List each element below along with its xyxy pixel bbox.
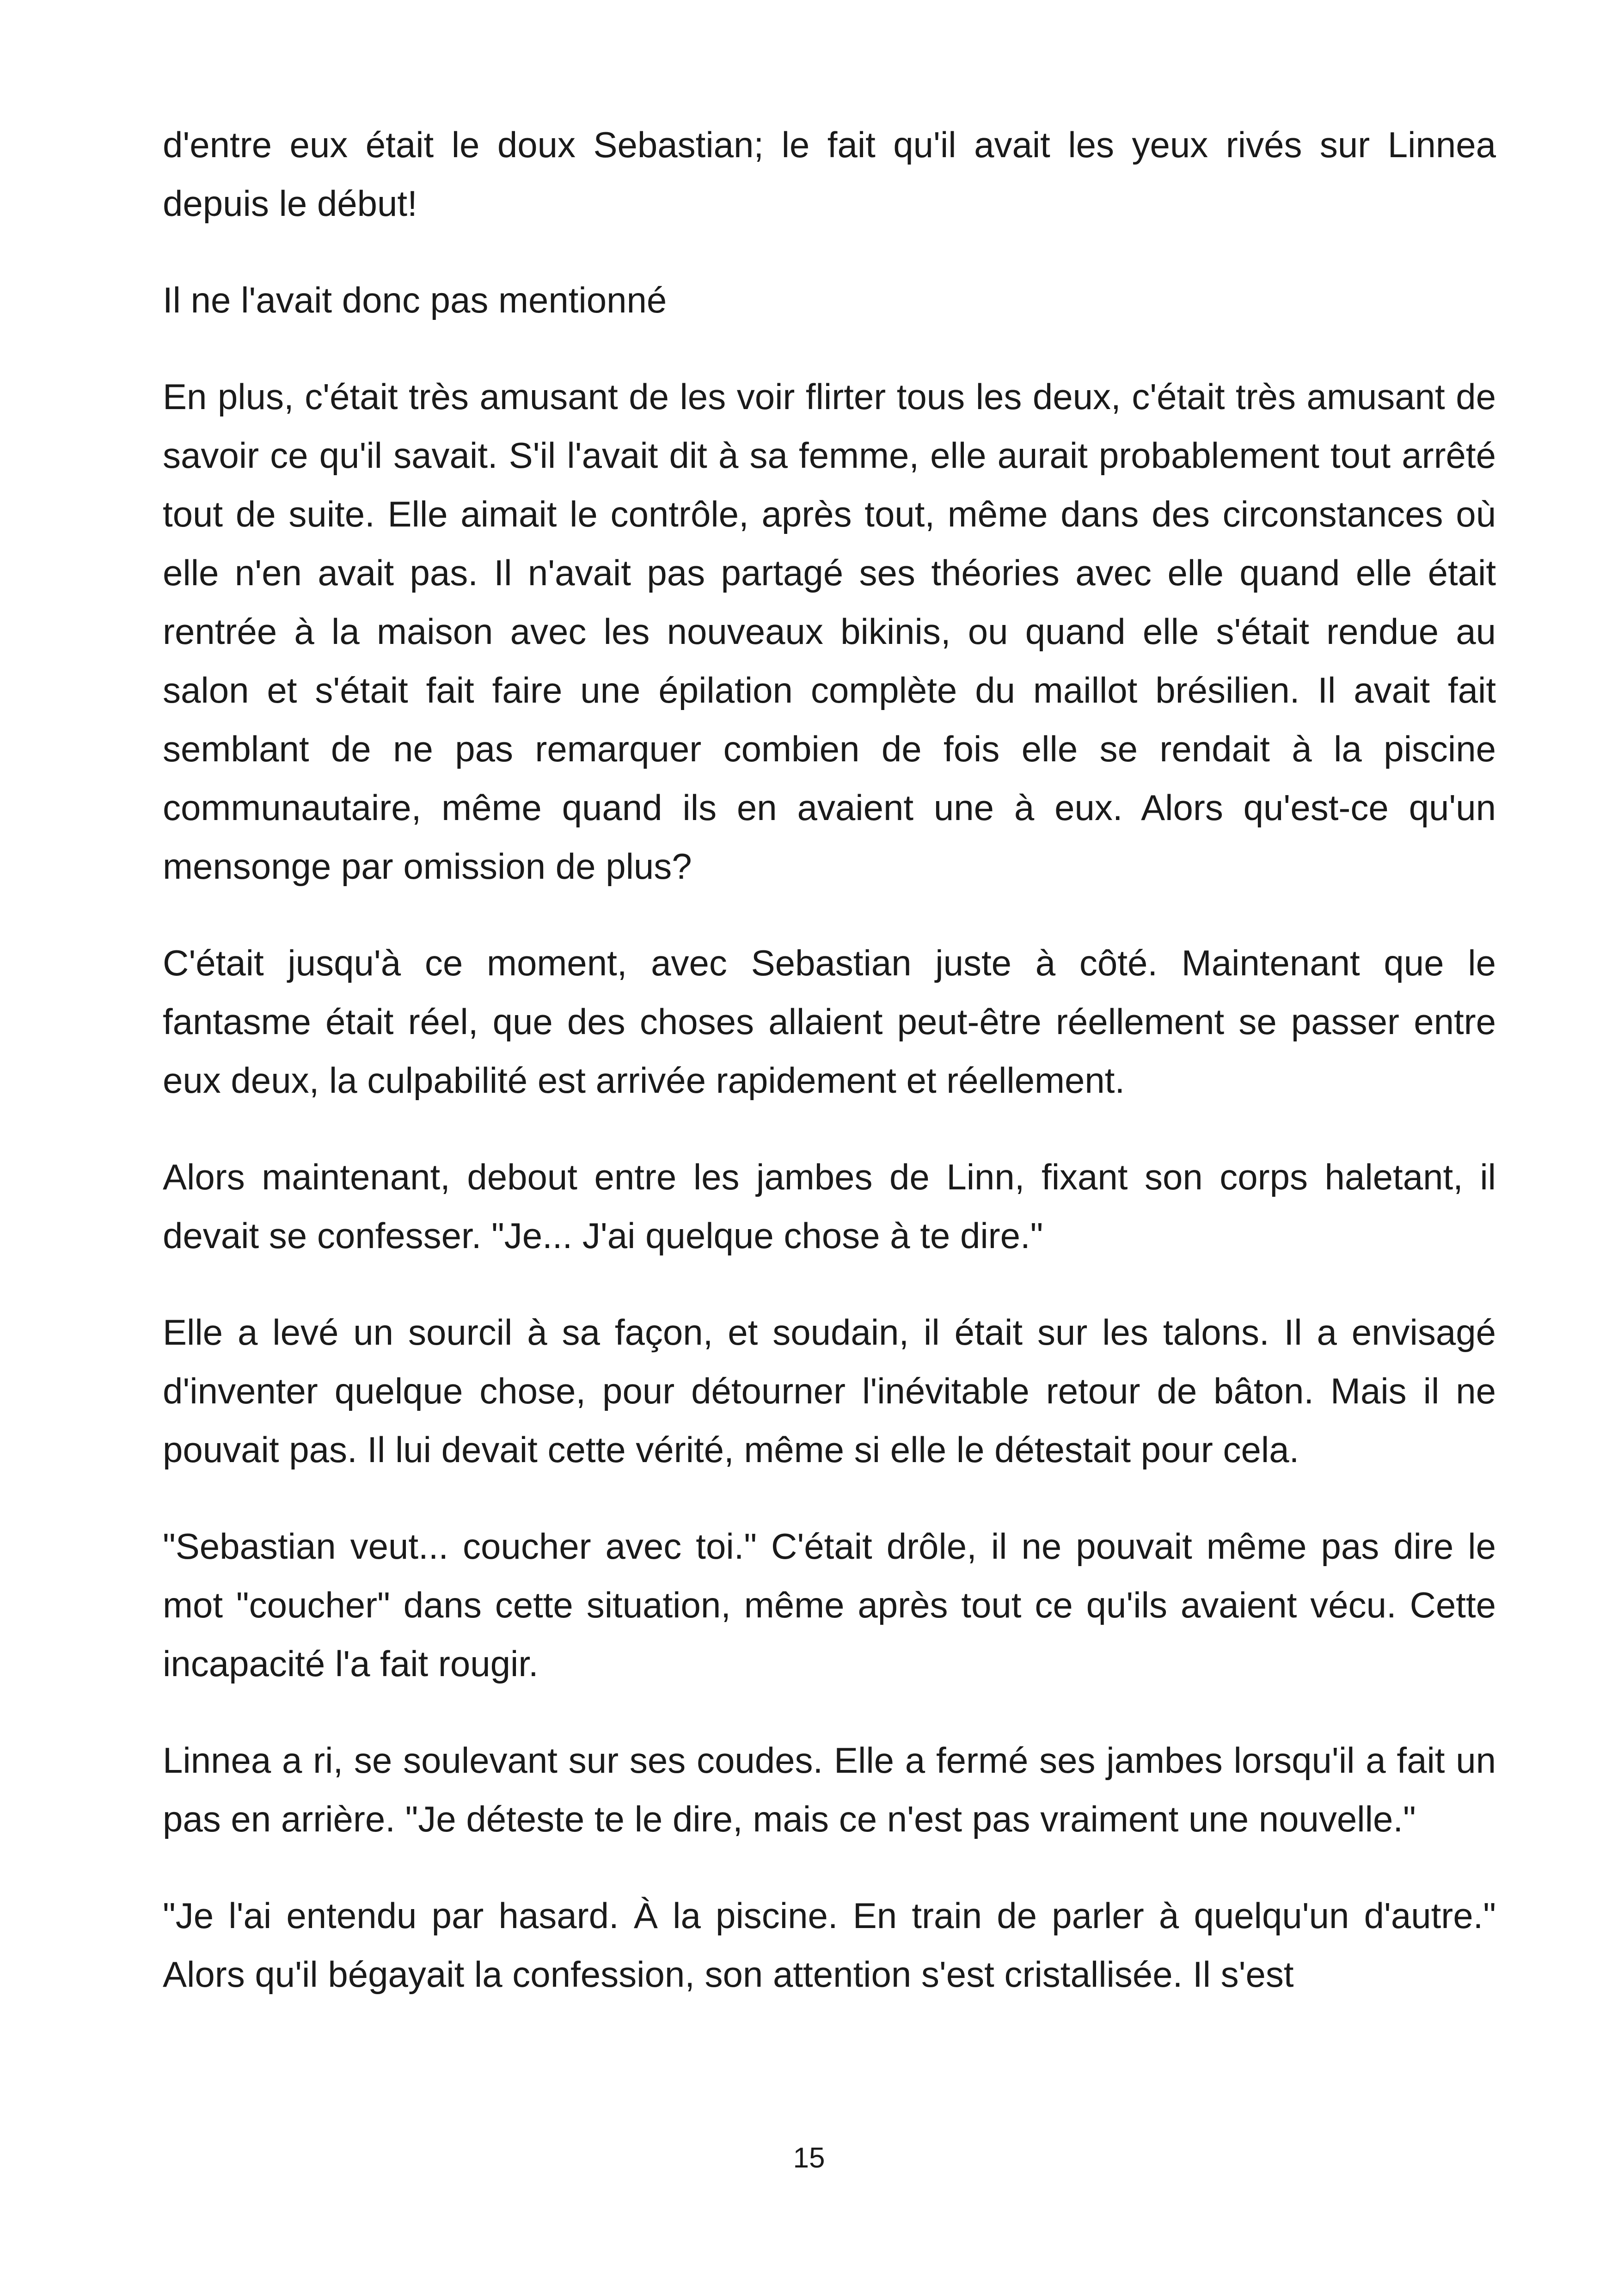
body-text (163, 116, 1496, 2042)
paragraph-8: Linnea a ri, se soulevant sur ses coudes. Elle a fermé ses jambes lorsqu'il a fait un pas en arrière. "Je déteste te le dire, mais ce n'est pas vraiment une nouvelle." (163, 1740, 1496, 1839)
paragraph-6: Elle a levé un sourcil à sa façon, et soudain, il était sur les talons. Il a envisagé d'inventer quelque chose, pour détourner l'inévitable retour de bâton. Mais il ne pouvait pas. Il lui devait cette vérité, même si elle le détestait pour cela. (163, 1312, 1496, 1470)
paragraph-2: Il ne l'avait donc pas mentionné (163, 280, 667, 320)
paragraph-7: "Sebastian veut... coucher avec toi." C'était drôle, il ne pouvait même pas dire le mot "coucher" dans cette situation, même après tout ce qu'ils avaient vécu. Cette incapacité l'a fait rougir. (163, 1526, 1496, 1684)
paragraph-3: En plus, c'était très amusant de les voir flirter tous les deux, c'était très amusant de savoir ce qu'il savait. S'il l'avait dit à sa femme, elle aurait probablement tout arrêté tout de suite. Elle aimait le contrôle, après tout, même dans des circonstances où elle n'en avait pas. Il n'avait pas partagé ses théories avec elle quand elle était rentrée à la maison avec les nouveaux bikinis, ou quand elle s'était rendue au salon et s'était fait faire une épilation complète du maillot brésilien. Il avait fait semblant de ne pas remarquer combien de fois elle se rendait à la piscine communautaire, même quand ils en avaient une à eux. Alors qu'est-ce qu'un mensonge par omission de plus? (163, 376, 1496, 887)
paragraph-4: C'était jusqu'à ce moment, avec Sebastian juste à côté. Maintenant que le fantasme était réel, que des choses allaient peut-être réellement se passer entre eux deux, la culpabilité est arrivée rapidement et réellement. (163, 943, 1496, 1101)
paragraph-5: Alors maintenant, debout entre les jambes de Linn, fixant son corps haletant, il devait se confesser. "Je... J'ai quelque chose à te dire." (163, 1157, 1496, 1256)
paragraph-9: "Je l'ai entendu par hasard. À la piscine. En train de parler à quelqu'un d'autre." Alors qu'il bégayait la confession, son attention s'est cristallisée. Il s'est (163, 1895, 1496, 1995)
page-number: 15 (793, 2142, 825, 2174)
paragraph-1: d'entre eux était le doux Sebastian; le fait qu'il avait les yeux rivés sur Linnea depuis le début! (163, 124, 1496, 224)
